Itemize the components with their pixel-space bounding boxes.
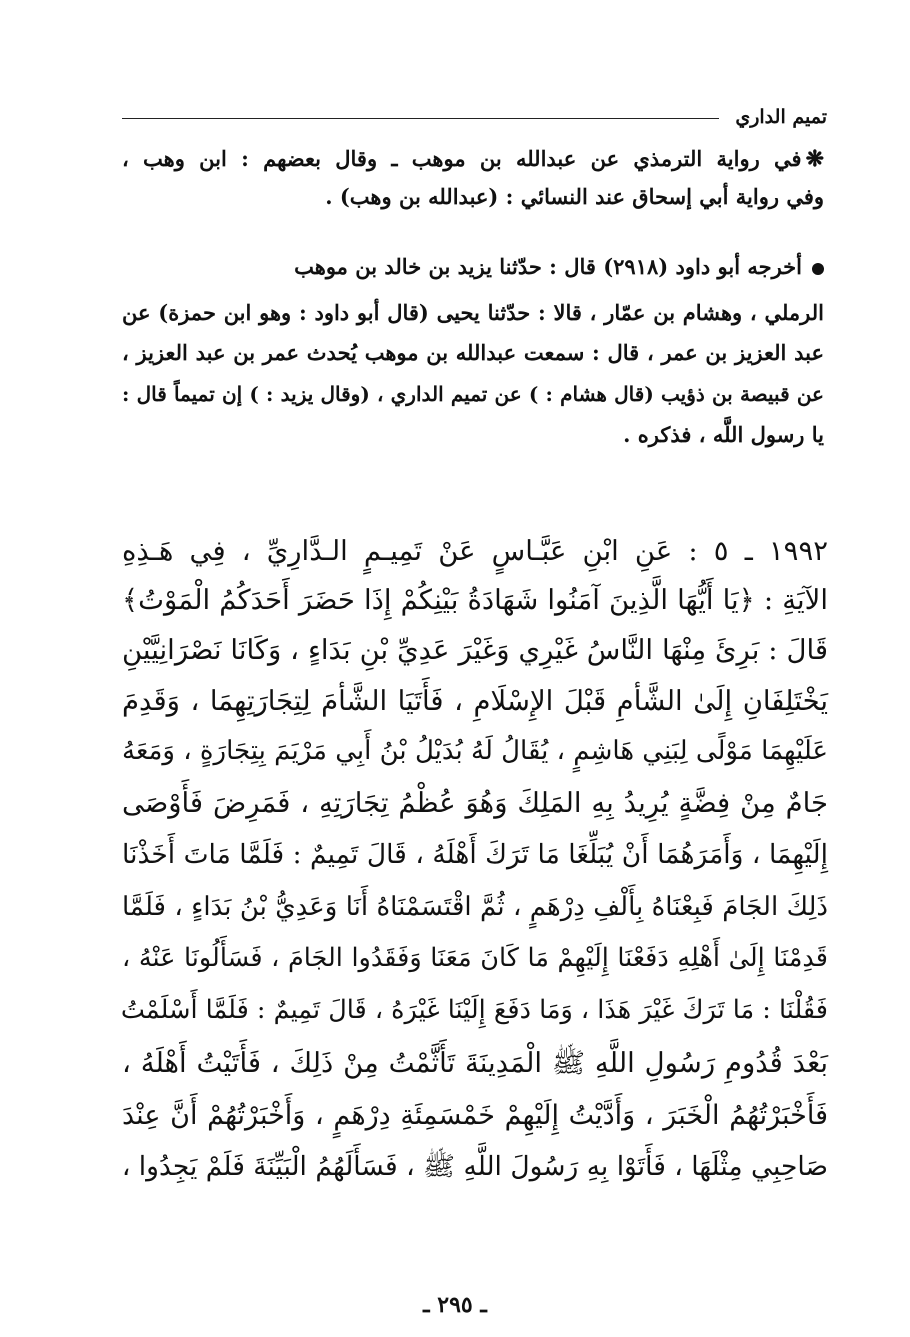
- hadith-line: قَدِمْنَا إِلَىٰ أَهْلِهِ دَفَعْنَا إِلَيْهِمْ مَا كَانَ مَعَنَا وَفَقَدُوا الجَامَ ، فَسَأَلُونَا عَنْهُ ،: [122, 943, 828, 973]
- hadith-line: جَامٌ مِنْ فِضَّةٍ يُرِيدُ بِهِ المَلِكَ وَهُوَ عُظْمُ تِجَارَتِهِ ، فَمَرِضَ فَأَوْصَى: [122, 787, 828, 819]
- takhrij-line-5: يا رسول اللَّه ، فذكره .: [623, 422, 824, 447]
- takhrij-line-2: الرملي ، وهشام بن عمّار ، قالا : حدّثنا يحيى (قال أبو داود : وهو ابن حمزة) عن: [122, 300, 824, 325]
- bullet-icon: [812, 263, 824, 275]
- takhrij-line-4: عن قبيصة بن ذؤيب (قال هشام : ) عن تميم الداري ، (وقال يزيد : ) إن تميماً قال :: [122, 382, 824, 406]
- hadith-line: يَخْتَلِفَانِ إِلَىٰ الشَّأمِ قَبْلَ الإِسْلَامِ ، فَأَتَيَا الشَّأمَ لِتِجَارَتِهِمَا ، وَقَدِمَ: [122, 685, 828, 717]
- hadith-line: بَعْدَ قُدُومِ رَسُولِ اللَّهِ ﷺ الْمَدِينَةَ تَأَثَّمْتُ مِنْ ذَلِكَ ، فَأَتَيْتُ أَهْلَهُ ،: [122, 1047, 828, 1079]
- header-rule: [122, 118, 719, 119]
- hadith-line: ذَلِكَ الجَامَ فَبِعْنَاهُ بِأَلْفِ دِرْهَمٍ ، ثُمَّ اقْتَسَمْنَاهُ أَنَا وَعَدِيُّ بْنُ بَدَاءٍ ، فَلَمَّا: [122, 892, 828, 922]
- asterism-icon: ❋: [805, 146, 824, 172]
- hadith-line: الآيَةِ : ﴿يَا أَيُّهَا الَّذِينَ آمَنُوا شَهَادَةُ بَيْنِكُمْ إِذَا حَضَرَ أَحَدَكُمُ الْمَوْتُ﴾: [122, 584, 828, 616]
- hadith-line: قَالَ : بَرِئَ مِنْهَا النَّاسُ غَيْرِي وَغَيْرَ عَدِيِّ بْنِ بَدَاءٍ ، وَكَانَا نَصْرَانِيَّيْنِ: [122, 634, 828, 666]
- takhrij-line-1: أخرجه أبو داود (٢٩١٨) قال : حدّثنا يزيد بن خالد بن موهب: [130, 256, 824, 277]
- hadith-line: فَقُلْنَا : مَا تَرَكَ غَيْرَ هَذَا ، وَمَا دَفَعَ إِلَيْنَا غَيْرَهُ ، قَالَ تَمِيمٌ : فَلَمَّا أَسْلَمْتُ: [120, 995, 828, 1025]
- note-line-2: وفي رواية أبي إسحاق عند النسائي : (عبدالله بن وهب) .: [325, 184, 824, 209]
- note-line-1: ❋في رواية الترمذي عن عبدالله بن موهب ـ وقال بعضهم : ابن وهب ،: [122, 146, 824, 172]
- hadith-line: صَاحِبِي مِثْلَهَا ، فَأَتَوْا بِهِ رَسُولَ اللَّهِ ﷺ ، فَسَأَلَهُمُ الْبَيِّنَةَ فَلَمْ يَجِدُوا ،: [121, 1151, 828, 1182]
- header-title: تميم الداري: [735, 106, 827, 128]
- running-header: [122, 104, 827, 134]
- page-number: ـ ٢٩٥ ـ: [423, 1292, 487, 1318]
- hadith-line: ١٩٩٢ ـ ٥ : عَنِ ابْنِ عَبَّـاسٍ عَنْ تَمِيـمٍ الـدَّارِيِّ ، فِي هَـذِهِ: [122, 535, 828, 567]
- takhrij-line-3: عبد العزيز بن عمر ، قال : سمعت عبدالله بن موهب يُحدث عمر بن عبد العزيز ،: [122, 340, 824, 365]
- hadith-line: إِلَيْهِمَا ، وَأَمَرَهُمَا أَنْ يُبَلِّغَا مَا تَرَكَ أَهْلَهُ ، قَالَ تَمِيمٌ : فَلَمَّا مَاتَ أَخَذْنَا: [122, 839, 828, 870]
- hadith-line: فَأَخْبَرْتُهُمُ الْخَبَرَ ، وَأَدَّيْتُ إِلَيْهِمْ خَمْسَمِئَةِ دِرْهَمٍ ، وَأَخْبَرْتُهُمْ أَنَّ عِنْدَ: [122, 1100, 828, 1131]
- hadith-line: عَلَيْهِمَا مَوْلًى لِبَنِي هَاشِمٍ ، يُقَالُ لَهُ بُدَيْلُ بْنُ أَبِي مَرْيَمَ بِتِجَارَةٍ ، وَمَعَهُ: [122, 736, 828, 766]
